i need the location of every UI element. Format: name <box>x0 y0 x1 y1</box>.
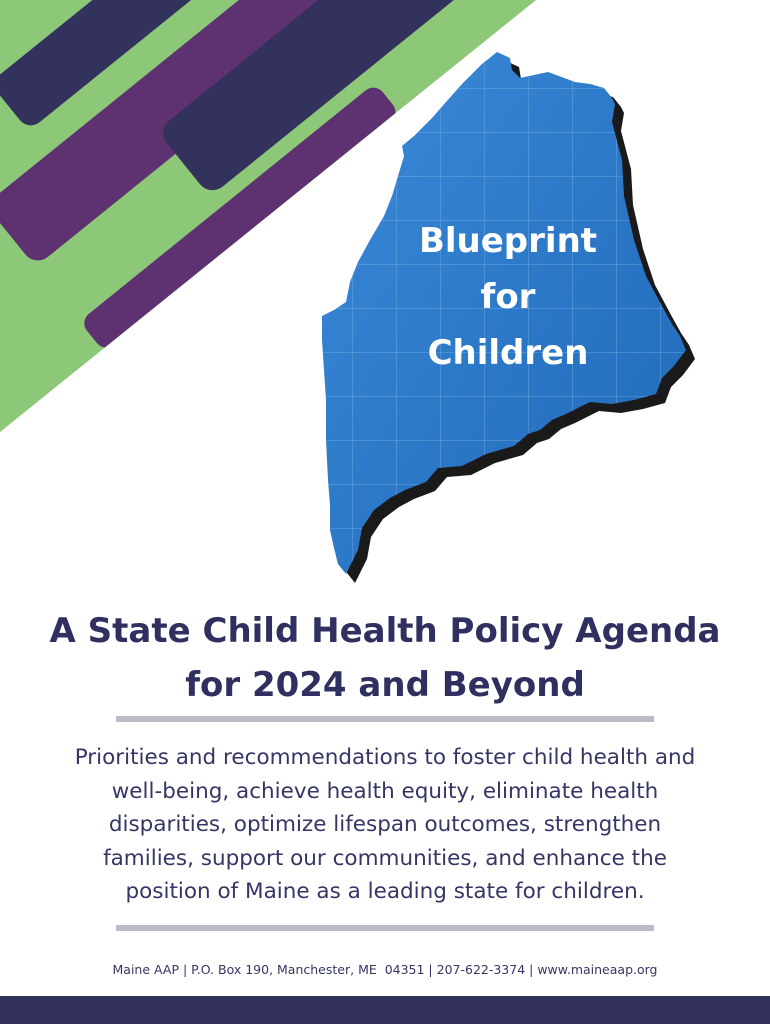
footer-bar <box>0 996 770 1024</box>
description-line-3: disparities, optimize lifespan outcomes, strengthen <box>108 812 662 837</box>
description-line-4: families, support our communities, and enhance the <box>103 845 667 871</box>
divider-bottom <box>116 925 654 931</box>
page-title-line-1: A State Child Health Policy Agenda <box>49 611 721 651</box>
description-line-2: well-being, achieve health equity, eliminate health <box>111 778 659 804</box>
description-line-1: Priorities and recommendations to foster child health and <box>74 745 696 770</box>
page-title-line-2: for 2024 and Beyond <box>185 665 585 705</box>
map-label-line-1: Blueprint <box>418 221 598 261</box>
description-paragraph <box>30 741 740 909</box>
map-label-line-2: for <box>480 277 536 317</box>
maine-map-graphic <box>322 52 695 583</box>
divider-top <box>116 716 654 722</box>
map-label-line-3: Children <box>427 333 589 373</box>
footer-contact-info: Maine AAP | P.O. Box 190, Manchester, ME 04351 | 207-622-3374 | www.maineaap.org <box>112 962 658 977</box>
description-line-5: position of Maine as a leading state for children. <box>125 879 645 904</box>
page-title <box>0 604 770 712</box>
